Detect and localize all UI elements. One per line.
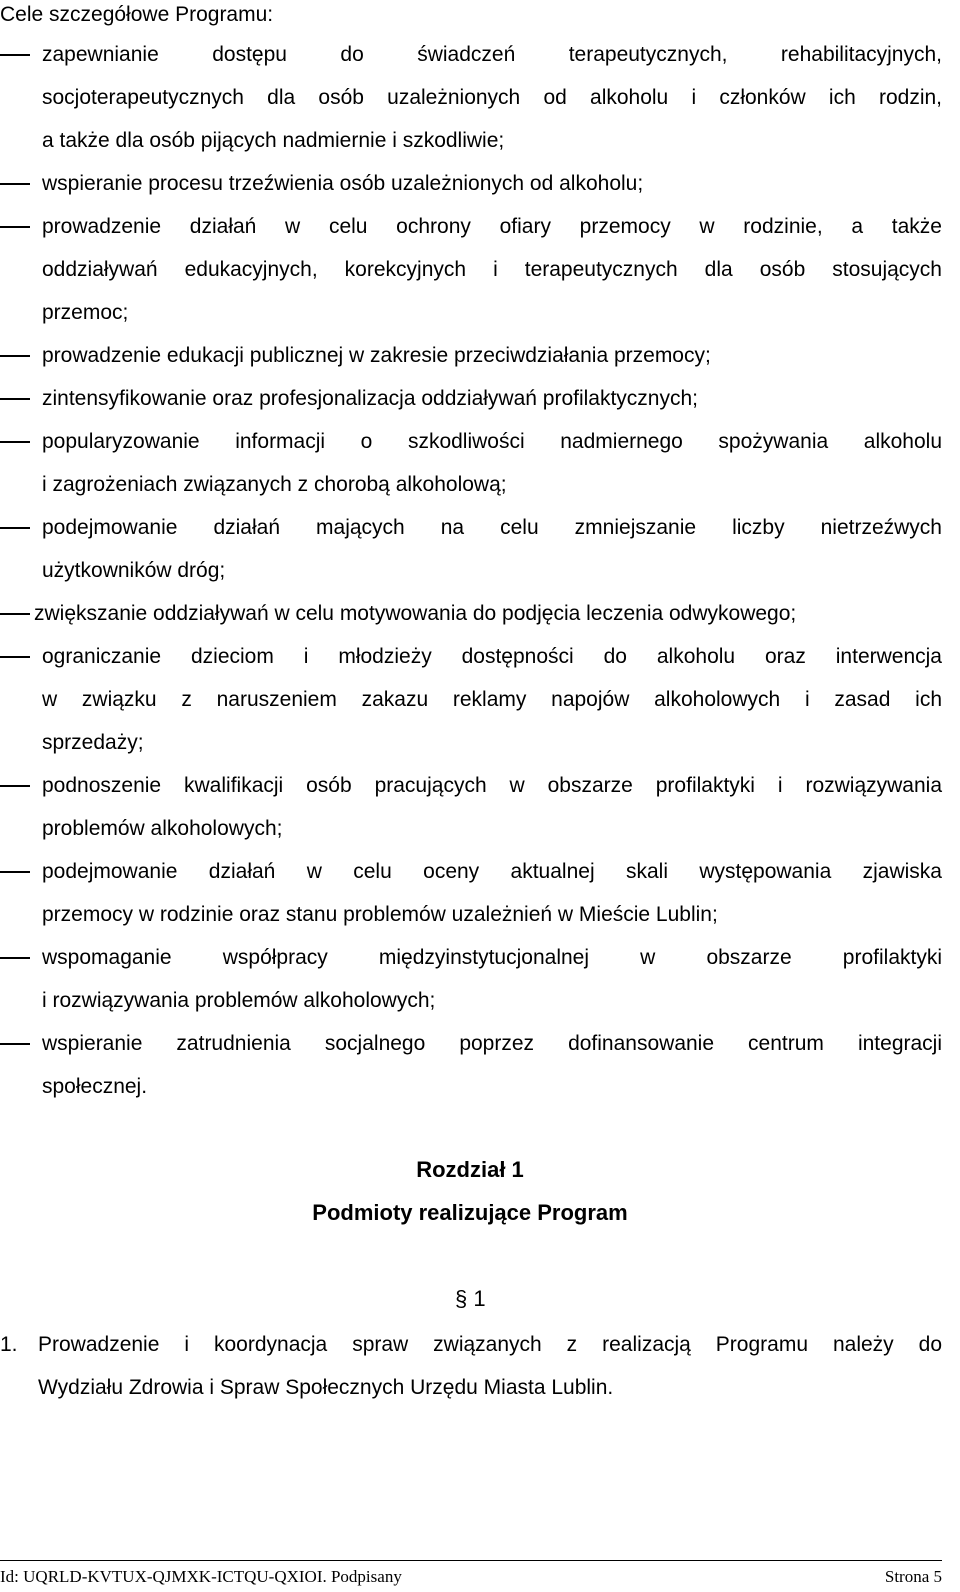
paragraph-line: Wydziału Zdrowia i Spraw Społecznych Urzędu Miasta Lublin.	[38, 1376, 614, 1399]
chapter-title: Rozdział 1	[416, 1157, 524, 1182]
dash-bullet-icon	[0, 527, 30, 529]
footer-page-number: Strona 5	[884, 1567, 942, 1586]
paragraph-line: Prowadzenie i koordynacja spraw związanych z realizacją Programu należy do	[38, 1333, 942, 1356]
goal-item-line: oddziaływań edukacyjnych, korekcyjnych i terapeutycznych dla osób stosujących	[42, 258, 942, 281]
goal-item-line: wspieranie procesu trzeźwienia osób uzależnionych od alkoholu;	[42, 172, 644, 195]
chapter-subtitle: Podmioty realizujące Program	[312, 1200, 628, 1225]
paragraph-number: 1.	[0, 1333, 18, 1356]
goal-item-text	[34, 592, 942, 635]
goal-item-line: sprzedaży;	[42, 731, 144, 754]
goal-item-line: podnoszenie kwalifikacji osób pracujących w obszarze profilaktyki i rozwiązywania	[42, 774, 942, 797]
goal-item-text	[42, 162, 942, 205]
goal-item-line: prowadzenie edukacji publicznej w zakresie przeciwdziałania przemocy;	[42, 344, 711, 367]
dash-bullet-icon	[0, 785, 30, 787]
goal-item-line: przemocy w rodzinie oraz stanu problemów uzależnień w Mieście Lublin;	[42, 903, 718, 926]
dash-bullet-icon	[0, 226, 30, 228]
goal-item-line: wspomaganie współpracy międzyinstytucjonalnej w obszarze profilaktyki	[42, 946, 942, 969]
dash-bullet-icon	[0, 656, 30, 658]
dash-bullet-icon	[0, 183, 30, 185]
goal-item-text	[42, 33, 942, 162]
goal-item-line: podejmowanie działań w celu oceny aktualnej skali występowania zjawiska	[42, 860, 942, 883]
dash-bullet-icon	[0, 871, 30, 873]
goal-item-text	[42, 377, 942, 420]
goal-item-line: a także dla osób pijących nadmiernie i szkodliwie;	[42, 129, 505, 152]
goal-item-line: ograniczanie dzieciom i młodzieży dostępności do alkoholu oraz interwencja	[42, 645, 942, 668]
footer-document-id: Id: UQRLD-KVTUX-QJMXK-ICTQU-QXIOI. Podpisany	[0, 1567, 402, 1586]
goals-intro: Cele szczegółowe Programu:	[0, 3, 274, 26]
paragraph-mark: § 1	[455, 1286, 486, 1311]
goal-item-line: społecznej.	[42, 1075, 148, 1098]
dash-bullet-icon	[0, 441, 30, 443]
goal-item-line: wspieranie zatrudnienia socjalnego poprzez dofinansowanie centrum integracji	[42, 1032, 942, 1055]
dash-bullet-icon	[0, 1043, 30, 1045]
goal-item-line: w związku z naruszeniem zakazu reklamy napojów alkoholowych i zasad ich	[42, 688, 942, 711]
goal-item-line: zwiększanie oddziaływań w celu motywowania do podjęcia leczenia odwykowego;	[34, 602, 797, 625]
goal-item-text	[42, 506, 942, 592]
dash-bullet-icon	[0, 957, 30, 959]
goal-item-text	[42, 764, 942, 850]
goal-item-text	[42, 850, 942, 936]
goal-item-line: przemoc;	[42, 301, 129, 324]
goal-item-text	[42, 334, 942, 377]
dash-bullet-icon	[0, 398, 30, 400]
footer-rule	[0, 1560, 942, 1561]
goal-item-text	[42, 420, 942, 506]
goal-item-line: problemów alkoholowych;	[42, 817, 283, 840]
goal-item-text	[42, 635, 942, 764]
dash-bullet-icon	[0, 54, 30, 56]
dash-bullet-icon	[0, 355, 30, 357]
dash-bullet-icon	[0, 613, 30, 615]
goal-item-line: i zagrożeniach związanych z chorobą alkoholową;	[42, 473, 507, 496]
goal-item-line: użytkowników dróg;	[42, 559, 226, 582]
goal-item-line: popularyzowanie informacji o szkodliwości nadmiernego spożywania alkoholu	[42, 430, 942, 453]
goal-item-line: i rozwiązywania problemów alkoholowych;	[42, 989, 436, 1012]
goal-item-line: prowadzenie działań w celu ochrony ofiary przemocy w rodzinie, a także	[42, 215, 942, 238]
goal-item-text	[42, 936, 942, 1022]
goal-item-text	[42, 205, 942, 334]
goal-item-line: zapewnianie dostępu do świadczeń terapeutycznych, rehabilitacyjnych,	[42, 43, 942, 66]
goal-item-line: podejmowanie działań mających na celu zmniejszanie liczby nietrzeźwych	[42, 516, 942, 539]
goal-item-line: socjoterapeutycznych dla osób uzależnionych od alkoholu i członków ich rodzin,	[42, 86, 942, 109]
goal-item-line: zintensyfikowanie oraz profesjonalizacja oddziaływań profilaktycznych;	[42, 387, 698, 410]
goal-item-text	[42, 1022, 942, 1108]
paragraph-text	[38, 1323, 942, 1409]
